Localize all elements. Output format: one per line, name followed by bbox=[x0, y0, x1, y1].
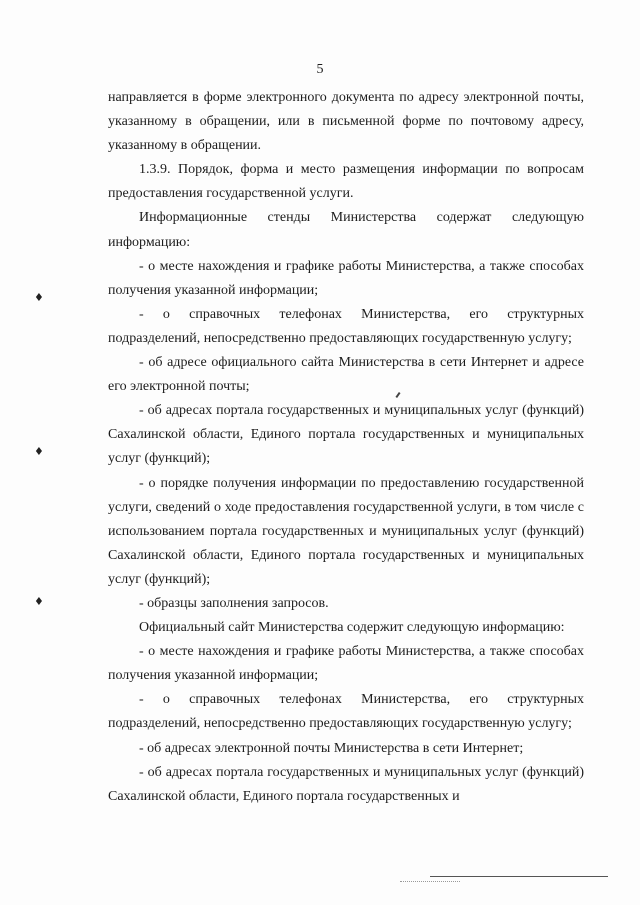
paragraph: - о порядке получения информации по предоставлению государственной услуги, сведений о ходе предоставления государственной услуги, в том числе с использованием портала государственных и муниципальных услуг (функций) Сахалинской области, Единого портала государственных и муниципальных услуг (функций); bbox=[108, 475, 584, 587]
paragraph: - об адресах портала государственных и муниципальных услуг (функций) Сахалинской области, Единого портала государственных и муниципальных услуг (функций); bbox=[108, 403, 584, 467]
punch-hole-mark: ♦ bbox=[34, 595, 44, 608]
paragraph: Официальный сайт Министерства содержит следующую информацию: bbox=[139, 620, 565, 636]
paragraph: направляется в форме электронного документа по адресу электронной почты, указанному в обращении, или в письменной форме по почтовому адресу, указанному в обращении. bbox=[108, 90, 584, 154]
paragraph: - образцы заполнения запросов. bbox=[139, 595, 329, 611]
punch-hole-mark: ♦ bbox=[34, 445, 44, 458]
page-number: 5 bbox=[316, 62, 324, 77]
footer-dotted-rule bbox=[400, 881, 460, 882]
paragraph: - о справочных телефонах Министерства, его структурных подразделений, непосредственно предоставляющих государственную услугу; bbox=[108, 306, 584, 346]
paragraph: Информационные стенды Министерства содержат следующую информацию: bbox=[108, 210, 584, 250]
paragraph: 1.3.9. Порядок, форма и место размещения информации по вопросам предоставления государственной услуги. bbox=[108, 162, 584, 202]
paragraph: - о справочных телефонах Министерства, его структурных подразделений, непосредственно предоставляющих государственную услугу; bbox=[108, 692, 584, 732]
document-body bbox=[108, 86, 584, 809]
footer-rule bbox=[430, 876, 608, 877]
paragraph: - об адресах электронной почты Министерства в сети Интернет; bbox=[139, 740, 524, 756]
paragraph: - об адресах портала государственных и муниципальных услуг (функций) Сахалинской области, Единого портала государственных и bbox=[108, 764, 584, 804]
paragraph: - о месте нахождения и графике работы Министерства, а также способах получения указанной информации; bbox=[108, 644, 584, 684]
paragraph: - об адресе официального сайта Министерства в сети Интернет и адресе его электронной почты; bbox=[108, 355, 584, 395]
punch-hole-mark: ♦ bbox=[34, 291, 44, 304]
paragraph: - о месте нахождения и графике работы Министерства, а также способах получения указанной информации; bbox=[108, 258, 584, 298]
